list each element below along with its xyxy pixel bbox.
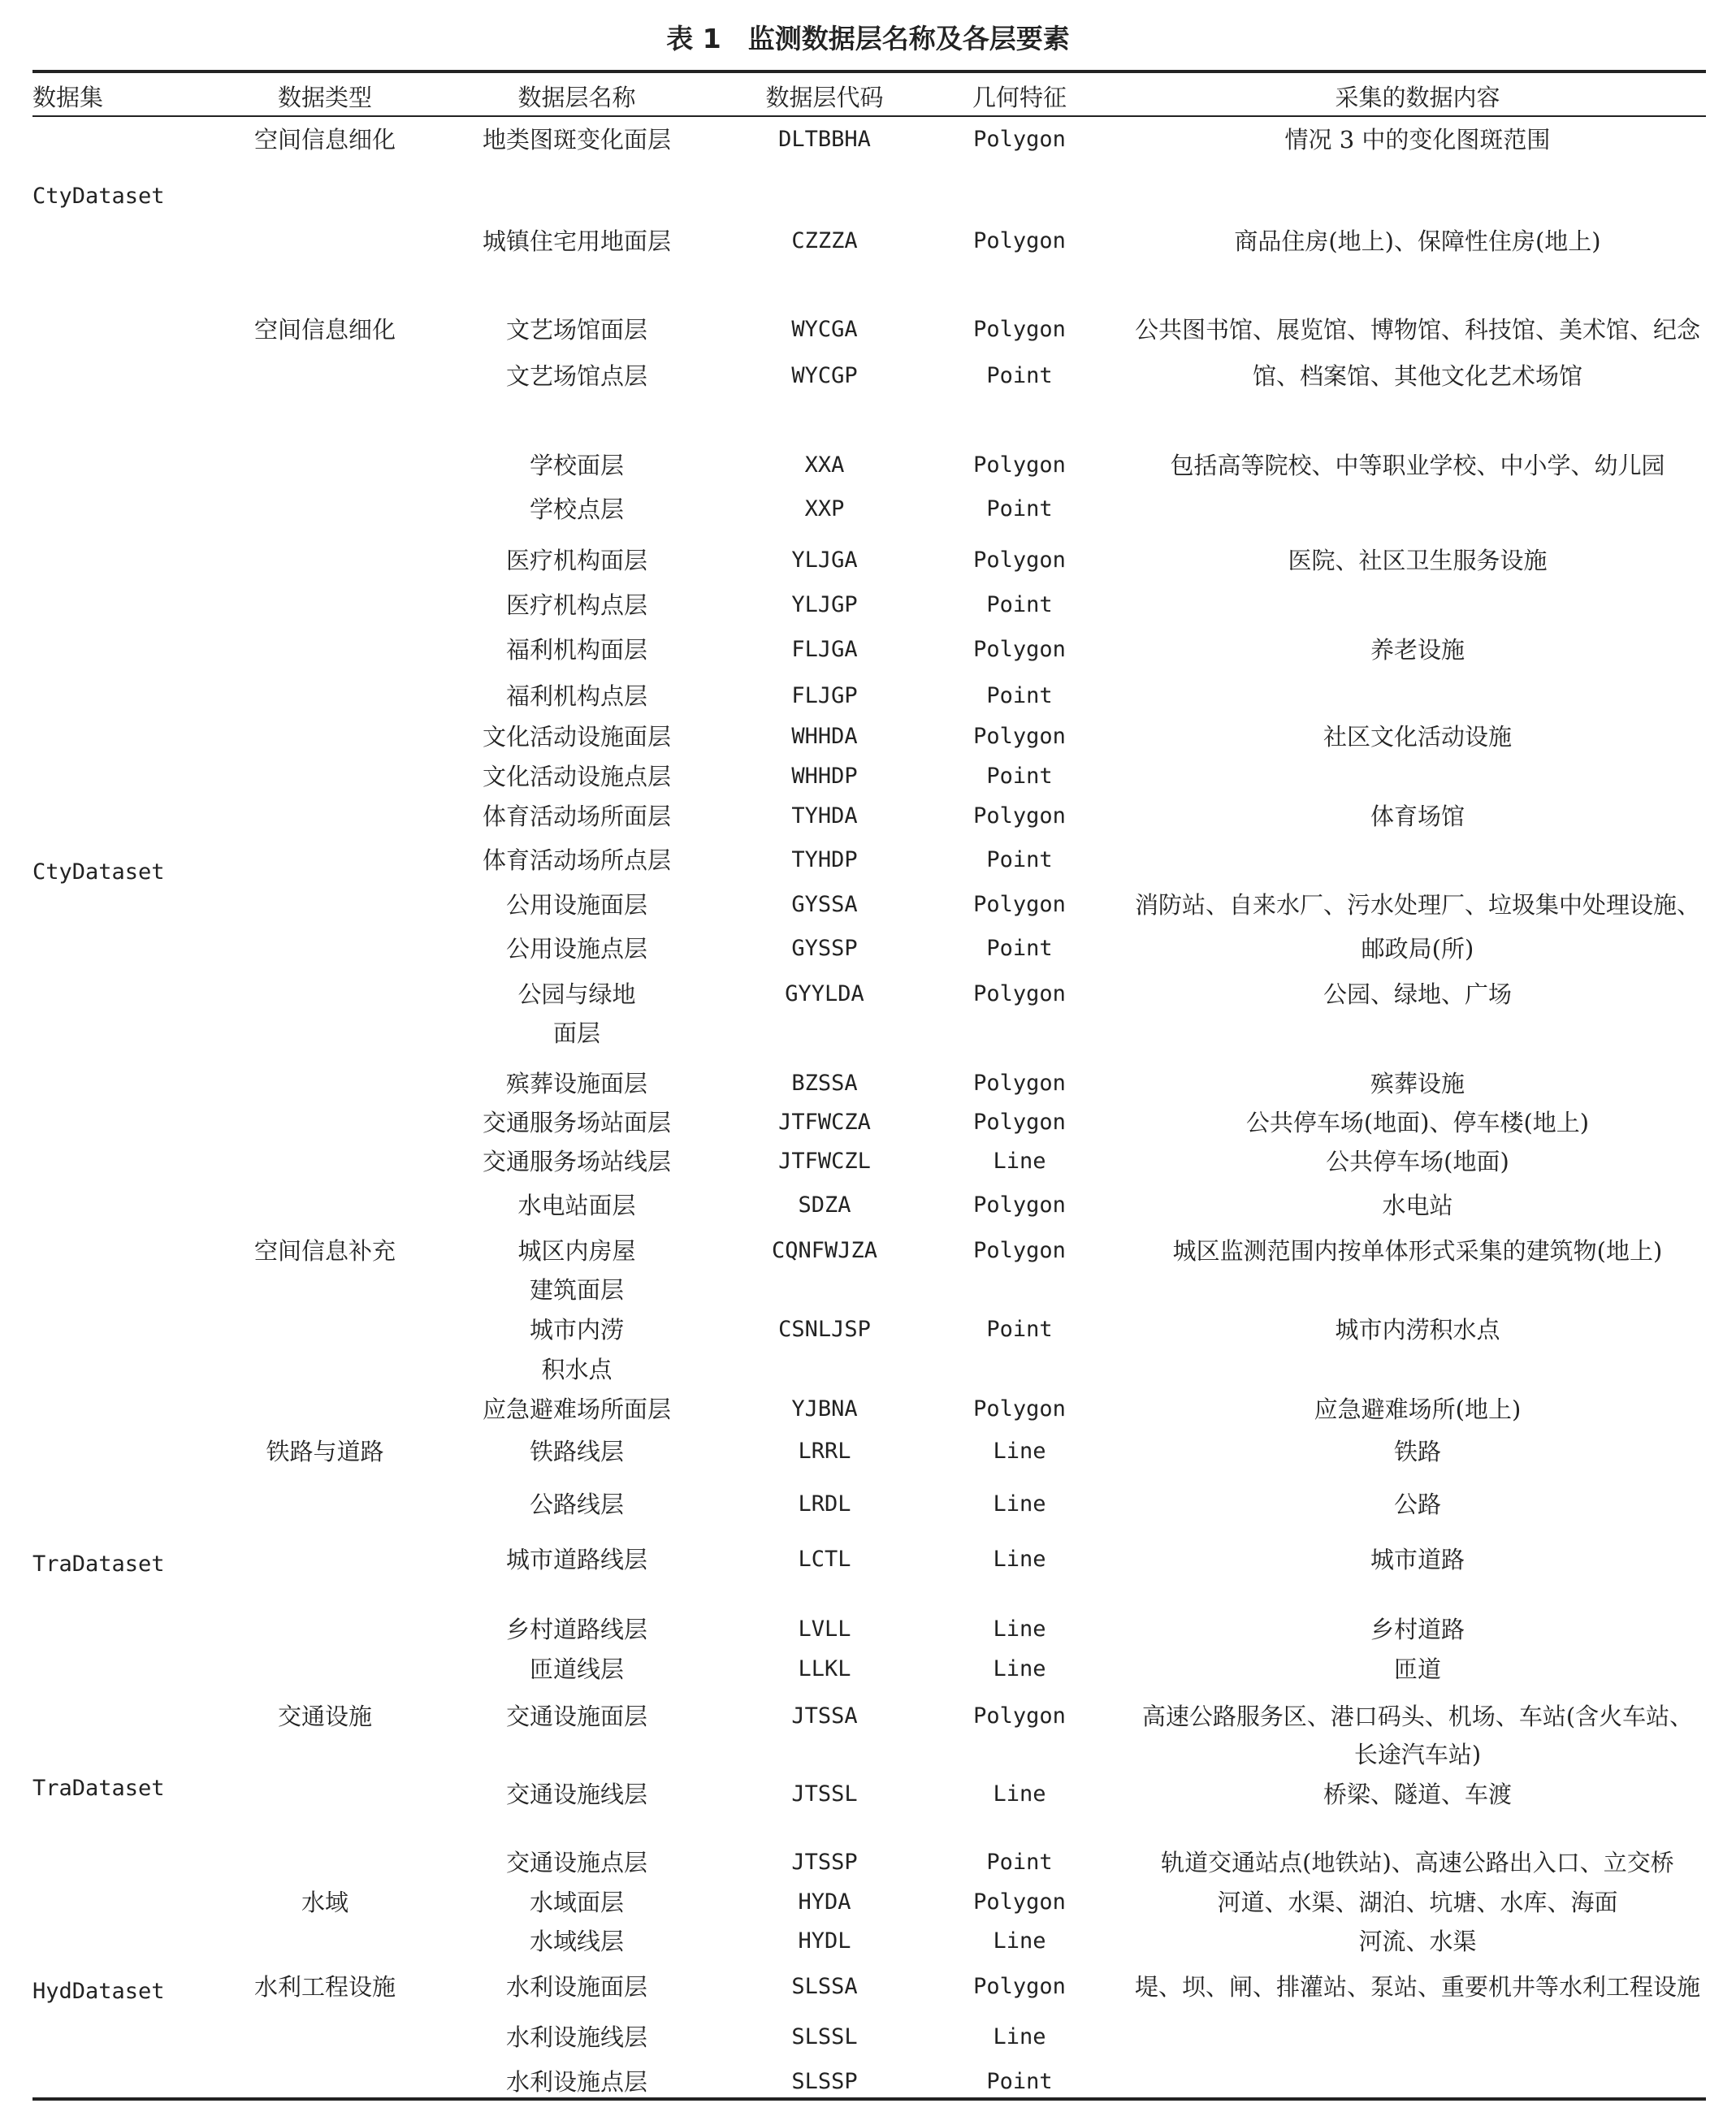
data-type-label: 空间信息补充 bbox=[253, 1237, 396, 1265]
header-dataset: 数据集 bbox=[32, 84, 104, 111]
layer-code-cell: JTFWCZA bbox=[778, 1110, 871, 1135]
content-cell: 乡村道路 bbox=[1370, 1616, 1465, 1643]
geometry-cell: Point bbox=[986, 592, 1053, 617]
layer-name-cell: 地类图斑变化面层 bbox=[482, 126, 671, 154]
geometry-cell: Point bbox=[986, 2069, 1053, 2094]
content-cell: 医院、社区卫生服务设施 bbox=[1288, 547, 1548, 574]
layer-name-cell: 城镇住宅用地面层 bbox=[482, 227, 671, 255]
layer-code-cell: XXA bbox=[804, 452, 845, 478]
layer-name-cell: 水利设施点层 bbox=[505, 2068, 647, 2096]
geometry-cell: Line bbox=[993, 1491, 1046, 1517]
dataset-label: TraDataset bbox=[32, 1776, 165, 1801]
layer-name-cell: 积水点 bbox=[541, 1356, 613, 1383]
header-layer-name: 数据层名称 bbox=[517, 84, 636, 111]
content-cell: 邮政局(所) bbox=[1361, 935, 1474, 963]
content-cell: 桥梁、隧道、车渡 bbox=[1323, 1781, 1512, 1808]
content-cell: 体育场馆 bbox=[1370, 803, 1465, 830]
layer-code-cell: TYHDA bbox=[791, 803, 858, 829]
layer-name-cell: 铁路线层 bbox=[529, 1438, 624, 1465]
content-cell: 公园、绿地、广场 bbox=[1323, 980, 1512, 1008]
layer-name-cell: 城市道路线层 bbox=[505, 1546, 647, 1573]
header-layer-code: 数据层代码 bbox=[765, 84, 884, 111]
content-cell: 公共图书馆、展览馆、博物馆、科技馆、美术馆、纪念 bbox=[1134, 316, 1700, 344]
geometry-cell: Line bbox=[993, 1781, 1046, 1807]
geometry-cell: Polygon bbox=[973, 1071, 1066, 1096]
table-title: 表 1 监测数据层名称及各层要素 bbox=[666, 23, 1070, 54]
layer-code-cell: CZZZA bbox=[791, 228, 858, 253]
content-cell: 高速公路服务区、港口码头、机场、车站(含火车站、 bbox=[1141, 1703, 1694, 1730]
layer-code-cell: YJBNA bbox=[791, 1396, 858, 1422]
layer-name-cell: 文化活动设施点层 bbox=[482, 763, 671, 790]
layer-name-cell: 交通设施面层 bbox=[505, 1703, 647, 1730]
layer-code-cell: JTSSL bbox=[791, 1781, 858, 1807]
content-cell: 应急避难场所(地上) bbox=[1314, 1396, 1522, 1423]
layer-name-cell: 应急避难场所面层 bbox=[482, 1396, 671, 1423]
geometry-cell: Polygon bbox=[973, 317, 1066, 342]
data-type-label: 交通设施 bbox=[277, 1703, 372, 1730]
geometry-cell: Polygon bbox=[973, 1238, 1066, 1263]
dataset-label: HydDataset bbox=[32, 1979, 165, 2004]
layer-code-cell: FLJGP bbox=[791, 683, 858, 708]
geometry-cell: Polygon bbox=[973, 1974, 1066, 1999]
geometry-cell: Point bbox=[986, 496, 1053, 522]
data-type-label: 空间信息细化 bbox=[253, 126, 396, 154]
layer-name-cell: 城区内房屋 bbox=[517, 1237, 636, 1265]
layer-code-cell: WYCGP bbox=[791, 363, 858, 388]
content-cell: 水电站 bbox=[1382, 1192, 1453, 1219]
geometry-cell: Point bbox=[986, 363, 1053, 388]
layer-name-cell: 建筑面层 bbox=[529, 1276, 624, 1304]
data-type-label: 空间信息细化 bbox=[253, 316, 396, 344]
geometry-cell: Line bbox=[993, 1149, 1046, 1174]
layer-name-cell: 水域面层 bbox=[529, 1889, 624, 1916]
layer-code-cell: YLJGP bbox=[791, 592, 858, 617]
geometry-cell: Line bbox=[993, 1547, 1046, 1572]
layer-code-cell: GYSSA bbox=[791, 892, 858, 917]
layer-name-cell: 医疗机构面层 bbox=[505, 547, 647, 574]
layer-name-cell: 交通服务场站线层 bbox=[482, 1148, 671, 1175]
layer-name-cell: 公用设施点层 bbox=[505, 935, 647, 963]
layer-name-cell: 乡村道路线层 bbox=[505, 1616, 647, 1643]
layer-code-cell: WYCGA bbox=[791, 317, 858, 342]
layer-code-cell: YLJGA bbox=[791, 547, 858, 573]
geometry-cell: Polygon bbox=[973, 724, 1066, 749]
geometry-cell: Point bbox=[986, 683, 1053, 708]
layer-name-cell: 水域线层 bbox=[529, 1928, 624, 1955]
layer-code-cell: LRDL bbox=[798, 1491, 851, 1517]
layer-name-cell: 公用设施面层 bbox=[505, 891, 647, 919]
geometry-cell: Polygon bbox=[973, 637, 1066, 662]
geometry-cell: Polygon bbox=[973, 547, 1066, 573]
layer-name-cell: 交通设施点层 bbox=[505, 1849, 647, 1876]
content-cell: 匝道 bbox=[1393, 1655, 1441, 1683]
content-cell: 城市道路 bbox=[1370, 1546, 1465, 1573]
layer-code-cell: HYDL bbox=[798, 1928, 851, 1954]
layer-name-cell: 城市内涝 bbox=[529, 1316, 624, 1344]
layer-name-cell: 面层 bbox=[552, 1019, 600, 1047]
layer-code-cell: SLSSP bbox=[791, 2069, 858, 2094]
layer-name-cell: 文艺场馆面层 bbox=[505, 316, 647, 344]
geometry-cell: Polygon bbox=[973, 1889, 1066, 1915]
geometry-cell: Polygon bbox=[973, 981, 1066, 1006]
data-type-label: 水域 bbox=[301, 1889, 348, 1916]
layer-name-cell: 殡葬设施面层 bbox=[505, 1070, 647, 1097]
content-cell: 长途汽车站) bbox=[1353, 1741, 1482, 1768]
layer-code-cell: CSNLJSP bbox=[778, 1317, 871, 1342]
layer-code-cell: SDZA bbox=[798, 1192, 851, 1218]
geometry-cell: Point bbox=[986, 1317, 1053, 1342]
geometry-cell: Polygon bbox=[973, 1192, 1066, 1218]
layer-code-cell: LCTL bbox=[798, 1547, 851, 1572]
geometry-cell: Line bbox=[993, 1656, 1046, 1681]
dataset-label: CtyDataset bbox=[32, 859, 165, 885]
layer-name-cell: 交通设施线层 bbox=[505, 1781, 647, 1808]
layer-code-cell: CQNFWJZA bbox=[771, 1238, 878, 1263]
geometry-cell: Polygon bbox=[973, 892, 1066, 917]
content-cell: 河道、水渠、湖泊、坑塘、水库、海面 bbox=[1217, 1889, 1618, 1916]
layer-code-cell: JTFWCZL bbox=[778, 1149, 871, 1174]
geometry-cell: Polygon bbox=[973, 803, 1066, 829]
geometry-cell: Polygon bbox=[973, 127, 1066, 152]
content-cell: 河流、水渠 bbox=[1358, 1928, 1477, 1955]
layer-code-cell: SLSSL bbox=[791, 2024, 858, 2049]
layer-code-cell: GYSSP bbox=[791, 936, 858, 961]
layer-code-cell: SLSSA bbox=[791, 1974, 858, 1999]
header-content: 采集的数据内容 bbox=[1335, 84, 1500, 111]
geometry-cell: Line bbox=[993, 1928, 1046, 1954]
content-cell: 公共停车场(地面)、停车楼(地上) bbox=[1245, 1109, 1590, 1136]
content-cell: 消防站、自来水厂、污水处理厂、垃圾集中处理设施、 bbox=[1134, 891, 1700, 919]
layer-code-cell: WHHDA bbox=[791, 724, 858, 749]
layer-name-cell: 文艺场馆点层 bbox=[505, 362, 647, 390]
layer-code-cell: BZSSA bbox=[791, 1071, 858, 1096]
layer-code-cell: XXP bbox=[804, 496, 845, 522]
layer-code-cell: WHHDP bbox=[791, 764, 858, 789]
layer-name-cell: 文化活动设施面层 bbox=[482, 723, 671, 751]
geometry-cell: Point bbox=[986, 936, 1053, 961]
data-type-label: 铁路与道路 bbox=[266, 1438, 384, 1465]
content-cell: 城市内涝积水点 bbox=[1335, 1316, 1500, 1344]
header-rule bbox=[32, 115, 1706, 117]
layer-name-cell: 交通服务场站面层 bbox=[482, 1109, 671, 1136]
content-cell: 公共停车场(地面) bbox=[1326, 1148, 1509, 1175]
data-type-label: 水利工程设施 bbox=[253, 1973, 396, 2001]
geometry-cell: Point bbox=[986, 1850, 1053, 1875]
layer-code-cell: FLJGA bbox=[791, 637, 858, 662]
content-cell: 公路 bbox=[1393, 1491, 1441, 1518]
layer-name-cell: 体育活动场所点层 bbox=[482, 846, 671, 874]
layer-code-cell: GYYLDA bbox=[785, 981, 864, 1006]
content-cell: 养老设施 bbox=[1370, 636, 1465, 664]
layer-name-cell: 学校点层 bbox=[529, 496, 624, 523]
layer-name-cell: 匝道线层 bbox=[529, 1655, 624, 1683]
content-cell: 轨道交通站点(地铁站)、高速公路出入口、立交桥 bbox=[1161, 1849, 1674, 1876]
geometry-cell: Polygon bbox=[973, 1110, 1066, 1135]
layer-name-cell: 水利设施面层 bbox=[505, 1973, 647, 2001]
geometry-cell: Polygon bbox=[973, 228, 1066, 253]
geometry-cell: Polygon bbox=[973, 1703, 1066, 1729]
header-geometry: 几何特征 bbox=[972, 84, 1067, 111]
layer-code-cell: DLTBBHA bbox=[778, 127, 871, 152]
layer-name-cell: 学校面层 bbox=[529, 452, 624, 479]
layer-name-cell: 福利机构面层 bbox=[505, 636, 647, 664]
content-cell: 社区文化活动设施 bbox=[1323, 723, 1512, 751]
layer-code-cell: HYDA bbox=[798, 1889, 851, 1915]
geometry-cell: Line bbox=[993, 2024, 1046, 2049]
layer-code-cell: LLKL bbox=[798, 1656, 851, 1681]
geometry-cell: Line bbox=[993, 1616, 1046, 1642]
geometry-cell: Point bbox=[986, 764, 1053, 789]
layer-name-cell: 体育活动场所面层 bbox=[482, 803, 671, 830]
content-cell: 商品住房(地上)、保障性住房(地上) bbox=[1234, 227, 1601, 255]
content-cell: 包括高等院校、中等职业学校、中小学、幼儿园 bbox=[1170, 452, 1665, 479]
content-cell: 堤、坝、闸、排灌站、泵站、重要机井等水利工程设施 bbox=[1134, 1973, 1700, 2001]
layer-name-cell: 医疗机构点层 bbox=[505, 591, 647, 619]
layer-code-cell: JTSSA bbox=[791, 1703, 858, 1729]
layer-code-cell: LRRL bbox=[798, 1439, 851, 1464]
header-type: 数据类型 bbox=[277, 84, 372, 111]
geometry-cell: Point bbox=[986, 847, 1053, 872]
content-cell: 城区监测范围内按单体形式采集的建筑物(地上) bbox=[1172, 1237, 1663, 1265]
top-rule bbox=[32, 70, 1706, 73]
geometry-cell: Polygon bbox=[973, 1396, 1066, 1422]
layer-name-cell: 水电站面层 bbox=[517, 1192, 636, 1219]
layer-name-cell: 公路线层 bbox=[529, 1491, 624, 1518]
layer-name-cell: 公园与绿地 bbox=[517, 980, 636, 1008]
geometry-cell: Line bbox=[993, 1439, 1046, 1464]
layer-code-cell: LVLL bbox=[798, 1616, 851, 1642]
content-cell: 铁路 bbox=[1393, 1438, 1441, 1465]
layer-code-cell: JTSSP bbox=[791, 1850, 858, 1875]
layer-name-cell: 水利设施线层 bbox=[505, 2023, 647, 2051]
content-cell: 殡葬设施 bbox=[1370, 1070, 1465, 1097]
content-cell: 情况 3 中的变化图斑范围 bbox=[1284, 126, 1551, 154]
layer-code-cell: TYHDP bbox=[791, 847, 858, 872]
dataset-label: TraDataset bbox=[32, 1552, 165, 1577]
geometry-cell: Polygon bbox=[973, 452, 1066, 478]
content-cell: 馆、档案馆、其他文化艺术场馆 bbox=[1252, 362, 1582, 390]
layer-name-cell: 福利机构点层 bbox=[505, 682, 647, 710]
dataset-label: CtyDataset bbox=[32, 184, 165, 209]
